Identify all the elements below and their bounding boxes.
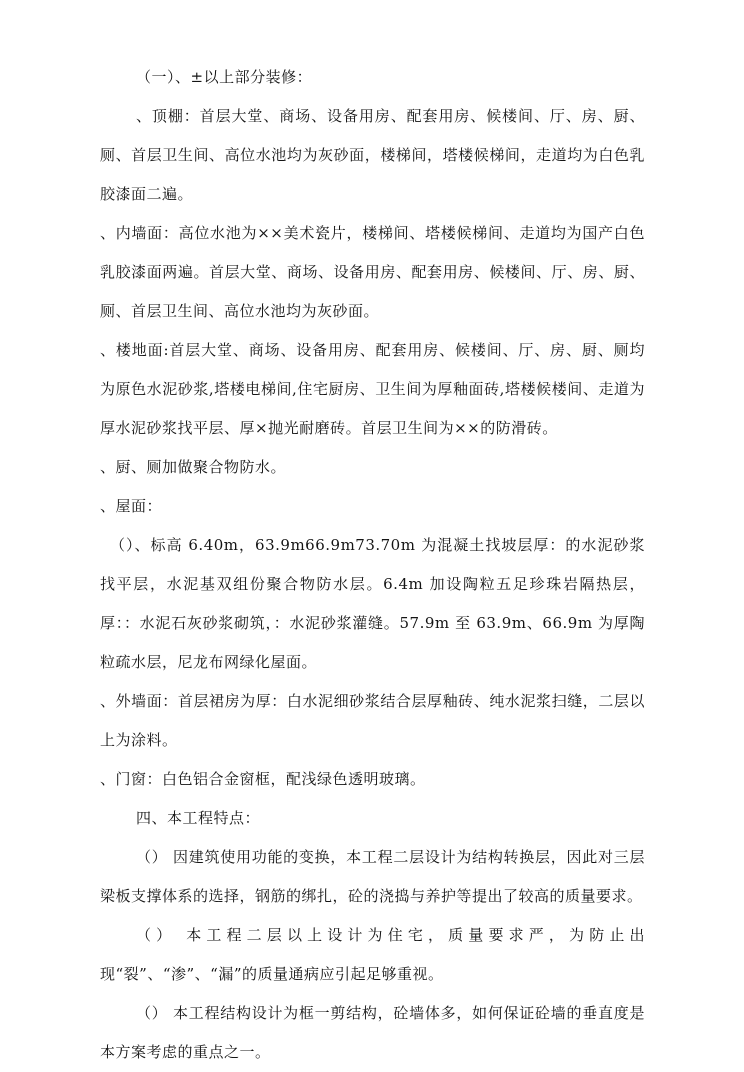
- paragraph-roof-detail: （）、标高 6.40m，63.9m66.9m73.70m 为混凝土找坡层厚：的水泥砂浆找平层，水泥基双组份聚合物防水层。6.4m 加设陶粒五足珍珠岩隔热层，厚：：水泥石灰砂浆砌筑，：水泥砂浆灌缝。57.9m 至 63.9m、66.9m 为厚陶粒疏水层，尼龙布网绿化屋面。: [100, 536, 645, 671]
- heading-section-decoration: （一）、±以上部分装修：: [136, 68, 313, 86]
- paragraph-exterior-wall: 、外墙面：首层裙房为厚：白水泥细砂浆结合层厚釉砖、纯水泥浆扫缝，二层以上为涂料。: [100, 692, 645, 749]
- paragraph-roof-heading: 、屋面：: [100, 497, 163, 515]
- paragraph-waterproof: 、厨、厕加做聚合物防水。: [100, 458, 287, 476]
- paragraph-ceiling: 、顶棚：首层大堂、商场、设备用房、配套用房、候楼间、厅、房、厨、厕、首层卫生间、高位水池均为灰砂面，楼梯间，塔楼候梯间，走道均为白色乳胶漆面二遍。: [100, 107, 645, 203]
- paragraph-feature-3: （） 本工程结构设计为框一剪结构，砼墙体多，如何保证砼墙的垂直度是本方案考虑的重点之一。: [100, 1004, 645, 1061]
- paragraph-doors-windows: 、门窗：白色铝合金窗框，配浅绿色透明玻璃。: [100, 770, 426, 788]
- paragraph-floor: 、楼地面:首层大堂、商场、设备用房、配套用房、候楼间、厅、房、厨、厕均为原色水泥砂浆,塔楼电梯间,住宅厨房、卫生间为厚釉面砖,塔楼候楼间、走道为厚水泥砂浆找平层、厚×抛光耐磨砖。首层卫生间为××的防滑砖。: [100, 341, 645, 437]
- paragraph-feature-2: （） 本工程二层以上设计为住宅，质量要求严，为防止出现“裂”、“渗”、“漏”的质量通病应引起足够重视。: [100, 926, 645, 983]
- paragraph-interior-wall: 、内墙面：高位水池为××美术瓷片，楼梯间、塔楼候梯间、走道均为国产白色乳胶漆面两遍。首层大堂、商场、设备用房、配套用房、候楼间、厅、房、厨、厕、首层卫生间、高位水池均为灰砂面。: [100, 224, 645, 320]
- heading-project-features: 四、本工程特点：: [136, 809, 261, 827]
- paragraph-feature-1: （） 因建筑使用功能的变换，本工程二层设计为结构转换层，因此对三层梁板支撑体系的选择，钢筋的绑扎，砼的浇捣与养护等提出了较高的质量要求。: [100, 848, 645, 905]
